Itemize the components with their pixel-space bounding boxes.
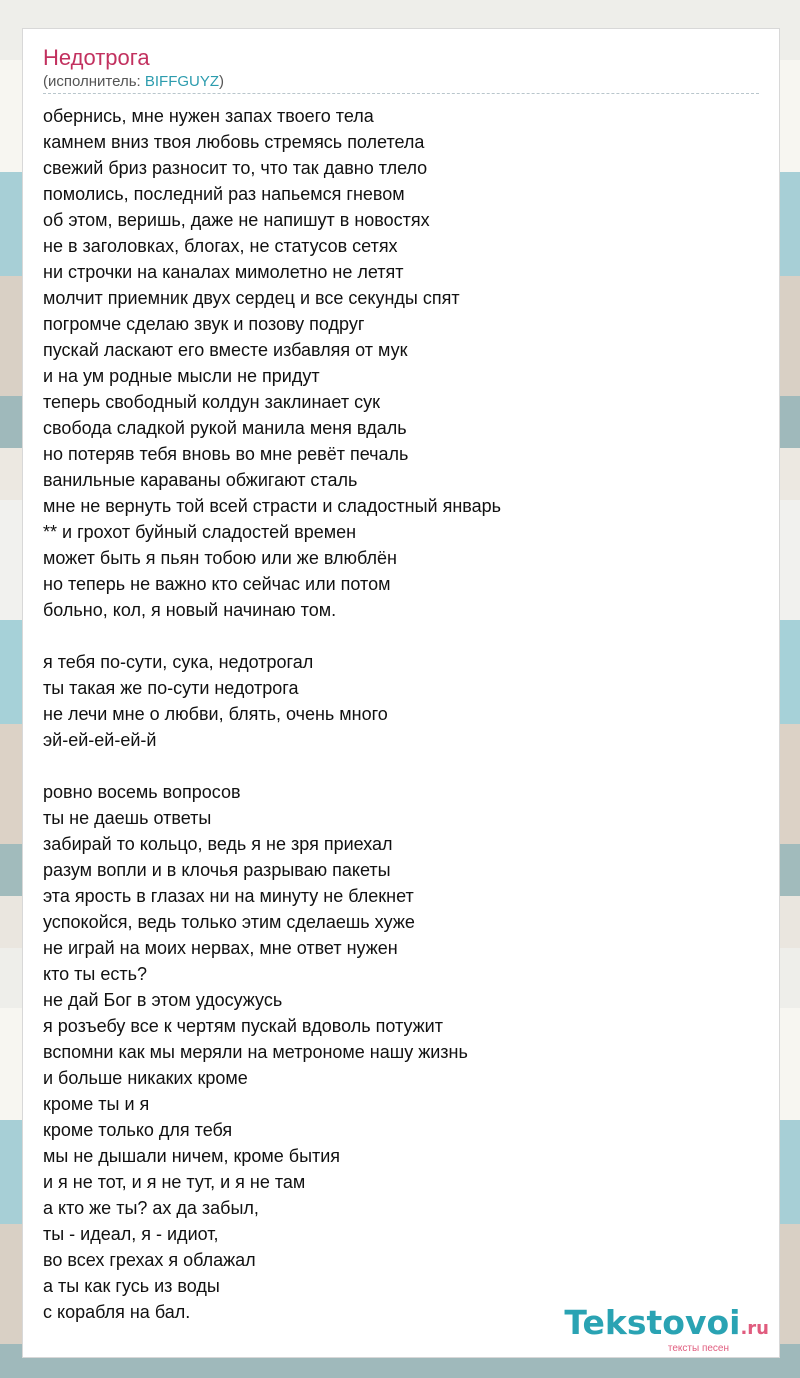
lyrics-line: помолись, последний раз напьемся гневом: [43, 184, 405, 204]
lyrics-line: с корабля на бал.: [43, 1302, 191, 1322]
lyrics-line: мне не вернуть той всей страсти и сладостный январь: [43, 496, 502, 516]
lyrics-line: во всех грехах я облажал: [43, 1250, 256, 1270]
lyrics-line: может быть я пьян тобою или же влюблён: [43, 548, 397, 568]
logo-name: Tekstovoi: [564, 1303, 741, 1342]
lyrics-line: не в заголовках, блогах, не статусов сетях: [43, 236, 398, 256]
site-logo[interactable]: [564, 1305, 769, 1355]
lyrics-line: кроме ты и я: [43, 1094, 150, 1114]
artist-prefix: (исполнитель:: [43, 73, 145, 90]
lyrics-line: ты такая же по-сути недотрога: [43, 678, 299, 698]
lyrics-line: разум вопли и в клочья разрываю пакеты: [43, 860, 391, 880]
lyrics-line: успокойся, ведь только этим сделаешь хуже: [43, 912, 415, 932]
lyrics-line: забирай то кольцо, ведь я не зря приехал: [43, 834, 393, 854]
lyrics-line: свобода сладкой рукой манила меня вдаль: [43, 418, 407, 438]
logo-tagline: тексты песен: [667, 1343, 729, 1354]
lyrics-line: молчит приемник двух сердец и все секунды спят: [43, 288, 460, 308]
lyrics-line: эта ярость в глазах ни на минуту не блекнет: [43, 886, 414, 906]
artist-line: [43, 73, 224, 91]
lyrics-line: ванильные караваны обжигают сталь: [43, 470, 358, 490]
lyrics-line: больно, кол, я новый начинаю том.: [43, 600, 337, 620]
lyrics-line: я розъебу все к чертям пускай вдоволь потужит: [43, 1016, 443, 1036]
lyrics-line: ровно восемь вопросов: [43, 782, 241, 802]
lyrics-line: пускай ласкают его вместе избавляя от мук: [43, 340, 408, 360]
lyrics-line: мы не дышали ничем, кроме бытия: [43, 1146, 341, 1166]
lyrics-line: погромче сделаю звук и позову подруг: [43, 314, 365, 334]
lyrics-line: теперь свободный колдун заклинает сук: [43, 392, 380, 412]
lyrics-line: кроме только для тебя: [43, 1120, 233, 1140]
lyrics-line: а кто же ты? ах да забыл,: [43, 1198, 259, 1218]
lyrics-line: а ты как гусь из воды: [43, 1276, 220, 1296]
song-title: Недотрога: [43, 45, 150, 70]
lyrics-line: обернись, мне нужен запах твоего тела: [43, 106, 374, 126]
lyrics-line: ты - идеал, я - идиот,: [43, 1224, 219, 1244]
lyrics-line: ты не даешь ответы: [43, 808, 212, 828]
lyrics-line: камнем вниз твоя любовь стремясь полетела: [43, 132, 425, 152]
lyrics-line: и на ум родные мысли не придут: [43, 366, 320, 386]
lyrics-line: и больше никаких кроме: [43, 1068, 248, 1088]
lyrics-line: и я не тот, и я не тут, и я не там: [43, 1172, 306, 1192]
logo-tld: .ru: [740, 1318, 769, 1339]
lyrics-card: [22, 28, 780, 1358]
lyrics-line: не лечи мне о любви, блять, очень много: [43, 704, 388, 724]
lyrics-line: но потеряв тебя вновь во мне ревёт печаль: [43, 444, 409, 464]
artist-link[interactable]: BIFFGUYZ: [144, 73, 220, 90]
lyrics-text: [43, 103, 763, 1325]
lyrics-line: кто ты есть?: [43, 964, 147, 984]
lyrics-line: но теперь не важно кто сейчас или потом: [43, 574, 391, 594]
lyrics-line: ** и грохот буйный сладостей времен: [43, 522, 357, 542]
artist-suffix: ): [219, 73, 225, 90]
divider: [43, 93, 759, 94]
lyrics-line: свежий бриз разносит то, что так давно тлело: [43, 158, 428, 178]
lyrics-line: вспомни как мы меряли на метрономе нашу жизнь: [43, 1042, 468, 1062]
lyrics-line: эй-ей-ей-ей-й: [43, 730, 157, 750]
lyrics-blank-line: [43, 623, 763, 649]
lyrics-line: я тебя по-сути, сука, недотрогал: [43, 652, 314, 672]
lyrics-line: не играй на моих нервах, мне ответ нужен: [43, 938, 398, 958]
lyrics-line: ни строчки на каналах мимолетно не летят: [43, 262, 404, 282]
lyrics-blank-line: [43, 753, 763, 779]
lyrics-line: об этом, веришь, даже не напишут в новостях: [43, 210, 430, 230]
lyrics-line: не дай Бог в этом удосужусь: [43, 990, 283, 1010]
